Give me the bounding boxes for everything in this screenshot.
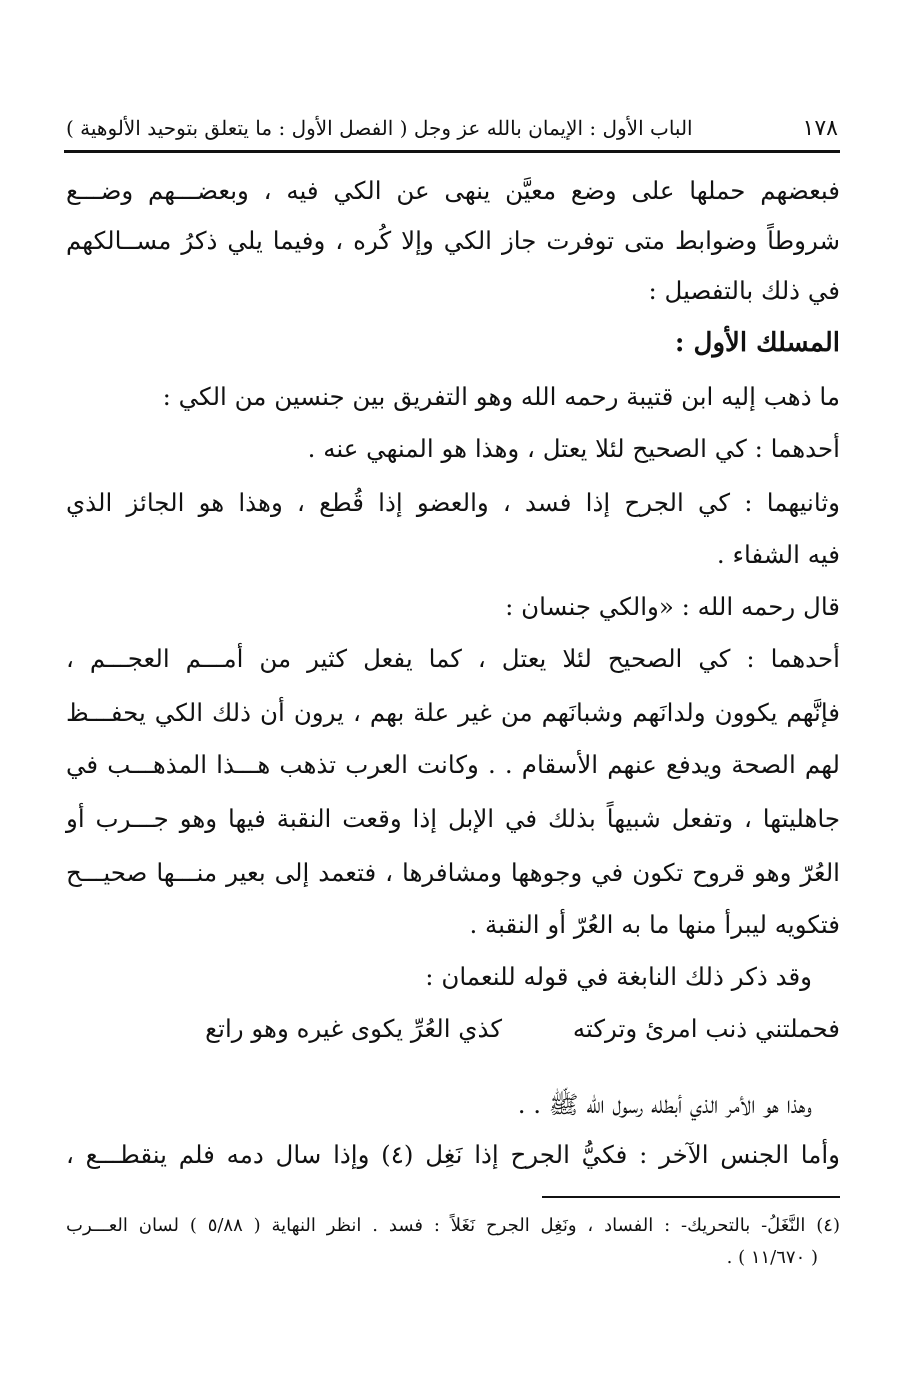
text-line: شروطاً وضوابط متى توفرت جاز الكي وإلا كُره ، وفيما يلي ذكرُ مســالكهم xyxy=(66,226,840,255)
text-line: أحدهما : كي الصحيح لئلا يعتل ، كما يفعل كثير من أمـــم العجـــم ، xyxy=(66,644,840,673)
text-line: فتكويه ليبرأ منها ما به العُرّ أو النقبة . xyxy=(469,910,840,939)
text-line: فبعضهم حملها على وضع معيَّن ينهى عن الكي فيه ، وبعضـــهم وضـــع xyxy=(66,176,840,205)
page-number: ١٧٨ xyxy=(802,115,838,141)
text-line: قال رحمه الله : «والكي جنسان : xyxy=(505,592,840,621)
footnote-line: ( ١١/٦٧٠ ) . xyxy=(726,1247,818,1268)
text-line: ما ذهب إليه ابن قتيبة رحمه الله وهو التفريق بين جنسين من الكي : xyxy=(162,382,840,411)
page-header xyxy=(66,108,838,148)
text-line: وهذا هو الأمر الذي أبطله رسول الله ﷺ . . xyxy=(517,1090,812,1119)
header-rule xyxy=(64,150,840,153)
text-line: وقد ذكر ذلك النابغة في قوله للنعمان : xyxy=(425,962,812,991)
section-heading: المسلك الأول : xyxy=(674,328,840,358)
text-line: جاهليتها ، وتفعل شبيهاً بذلك في الإبل إذا وقعت النقبة فيها وهو جـــرب أو xyxy=(66,804,840,833)
text-line: وثانيهما : كي الجرح إذا فسد ، والعضو إذا قُطع ، وهذا هو الجائز الذي xyxy=(66,488,840,517)
verse-second-hemistich: كذي العُرِّ يكوى غيره وهو راتع xyxy=(205,1014,502,1043)
running-title: الباب الأول : الإيمان بالله عز وجل ( الفصل الأول : ما يتعلق بتوحيد الألوهية ) xyxy=(66,116,693,140)
text-line: العُرّ وهو قروح تكون في وجوهها ومشافرها ، فتعمد إلى بعير منـــها صحيـــح xyxy=(66,858,840,887)
footnote-line: (٤) النَّغَلُ- بالتحريك- : الفساد ، ونَغِل الجرح نَغَلاً : فسد . انظر النهاية ( ٥/٨٨ ) لسان العـــرب xyxy=(66,1215,840,1236)
verse-first-hemistich: فحملتني ذنب امرئ وتركته xyxy=(572,1014,840,1043)
text-line: في ذلك بالتفصيل : xyxy=(648,276,840,305)
text-line: وأما الجنس الآخر : فكيُّ الجرح إذا نَغِل (٤) وإذا سال دمه فلم ينقطـــع ، xyxy=(66,1140,840,1169)
text-line: فإنَّهم يكوون ولدانَهم وشبانَهم من غير علة بهم ، يرون أن ذلك الكي يحفـــظ xyxy=(66,698,840,727)
text-line: فيه الشفاء . xyxy=(716,540,840,569)
text-line: لهم الصحة ويدفع عنهم الأسقام . . وكانت العرب تذهب هـــذا المذهـــب في xyxy=(66,750,840,779)
footnote-rule xyxy=(542,1196,840,1198)
text-line: أحدهما : كي الصحيح لئلا يعتل ، وهذا هو المنهي عنه . xyxy=(307,434,840,463)
